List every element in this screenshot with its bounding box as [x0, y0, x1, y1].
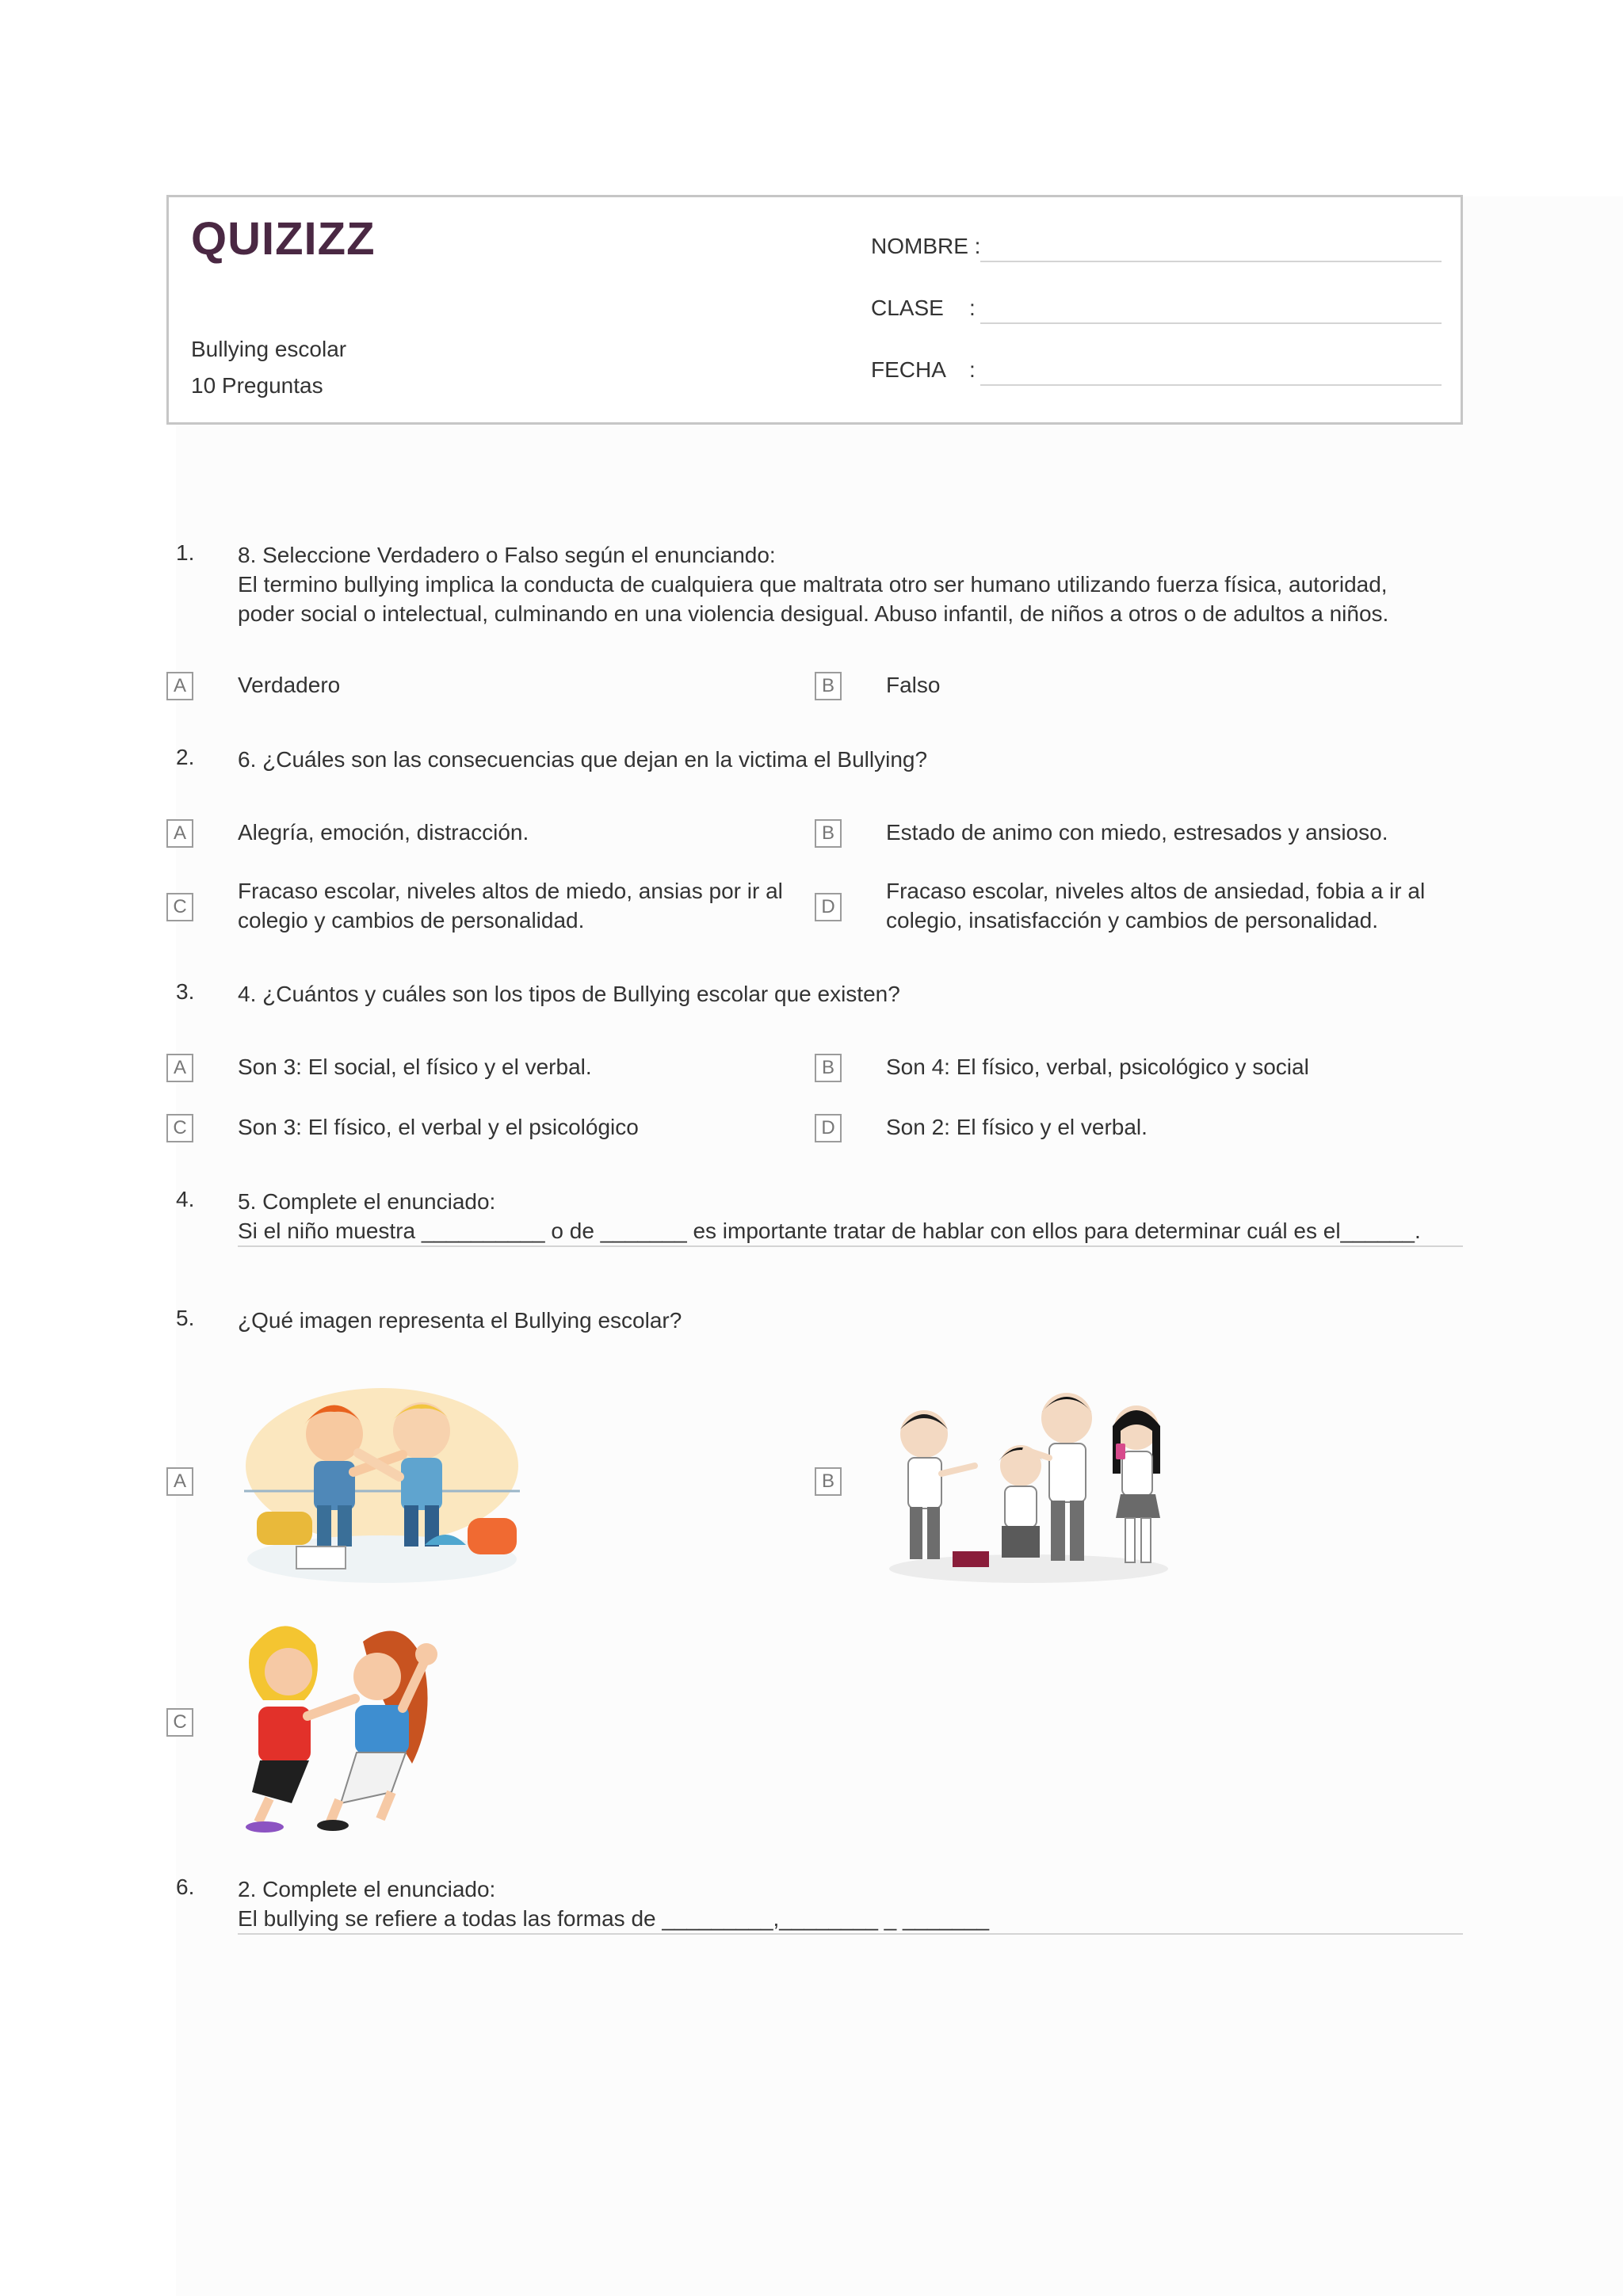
option-text[interactable]: Estado de animo con miedo, estresados y ansioso. [886, 820, 1388, 845]
question-number: 6. [176, 1875, 195, 1899]
option-letter-box[interactable]: A [166, 819, 193, 848]
answer-line[interactable] [238, 1933, 1463, 1935]
answer-line[interactable] [238, 1245, 1463, 1247]
option-image-students-laughing[interactable] [886, 1379, 1174, 1588]
question-number: 2. [176, 745, 195, 769]
date-colon: : [969, 357, 976, 382]
students-laughing-illustration [886, 1379, 1174, 1588]
option-letter-box[interactable]: D [815, 1114, 842, 1142]
option-text[interactable]: Son 3: El social, el físico y el verbal. [238, 1055, 592, 1079]
option-letter-box[interactable]: B [815, 1467, 842, 1496]
question-4-text [238, 1187, 1458, 1245]
question-3-text: 4. ¿Cuántos y cuáles son los tipos de Bullying escolar que existen? [238, 982, 900, 1006]
question-1-line-2: El termino bullying implica la conducta de cualquiera que maltrata otro ser humano utilizando fuerza física, autoridad, [238, 572, 1388, 597]
class-label: CLASE [871, 296, 944, 320]
quizizz-logo [191, 213, 376, 279]
option-letter-box[interactable]: C [166, 1708, 193, 1737]
option-line: colegio y cambios de personalidad. [238, 908, 585, 933]
option-text[interactable]: Falso [886, 673, 941, 697]
option-letter-box[interactable]: C [166, 893, 193, 921]
option-letter-box[interactable]: C [166, 1114, 193, 1142]
question-1-line-1: 8. Seleccione Verdadero o Falso según el enunciando: [238, 543, 776, 567]
option-letter-box[interactable]: B [815, 819, 842, 848]
question-1-text [238, 540, 1458, 628]
question-count: 10 Preguntas [191, 373, 323, 398]
question-1-line-3: poder social o intelectual, culminando en una violencia desigual. Abuso infantil, de niños a otros o de adultos a niños. [238, 601, 1389, 626]
option-text[interactable]: Son 4: El físico, verbal, psicológico y social [886, 1055, 1309, 1079]
option-letter-box[interactable]: A [166, 672, 193, 700]
question-6-line-1: 2. Complete el enunciado: [238, 1877, 496, 1901]
question-4-line-1: 5. Complete el enunciado: [238, 1189, 496, 1214]
option-text[interactable] [886, 876, 1441, 935]
option-line: colegio, insatisfacción y cambios de personalidad. [886, 908, 1379, 933]
option-text[interactable]: Son 2: El físico y el verbal. [886, 1115, 1148, 1139]
name-label: NOMBRE : [871, 234, 981, 258]
question-number: 5. [176, 1306, 195, 1330]
option-letter-box[interactable]: A [166, 1467, 193, 1496]
option-letter-box[interactable]: B [815, 1054, 842, 1082]
class-line[interactable] [980, 322, 1442, 324]
quiz-title: Bullying escolar [191, 337, 347, 361]
name-line[interactable] [980, 261, 1442, 262]
option-text[interactable]: Son 3: El físico, el verbal y el psicológico [238, 1115, 639, 1139]
option-image-boys-fighting[interactable] [241, 1379, 523, 1586]
question-5-text: ¿Qué imagen representa el Bullying escolar? [238, 1308, 682, 1333]
date-label: FECHA [871, 357, 946, 382]
question-6-line-2: El bullying se refiere a todas las formas de _________,________ _ _______ [238, 1906, 990, 1931]
quizizz-logo-mark [191, 213, 376, 267]
question-6-text [238, 1875, 1458, 1933]
date-line[interactable] [980, 384, 1442, 386]
class-colon: : [969, 296, 976, 320]
option-text[interactable] [238, 876, 792, 935]
question-number: 4. [176, 1187, 195, 1211]
question-2-text: 6. ¿Cuáles son las consecuencias que dejan en la victima el Bullying? [238, 747, 928, 772]
girls-fighting-illustration [236, 1613, 456, 1833]
option-text[interactable]: Alegría, emoción, distracción. [238, 820, 529, 845]
question-4-line-2: Si el niño muestra __________ o de _______ es importante tratar de hablar con ellos para determinar cuál es el______. [238, 1219, 1421, 1243]
option-line: Fracaso escolar, niveles altos de ansiedad, fobia a ir al [886, 879, 1426, 903]
boys-fighting-illustration [241, 1379, 523, 1586]
option-letter-box[interactable]: D [815, 893, 842, 921]
question-number: 1. [176, 540, 195, 565]
option-letter-box[interactable]: B [815, 672, 842, 700]
option-text[interactable]: Verdadero [238, 673, 341, 697]
svg-text:QUIZIZZ: QUIZIZZ [191, 213, 376, 265]
option-line: Fracaso escolar, niveles altos de miedo, ansias por ir al [238, 879, 783, 903]
option-letter-box[interactable]: A [166, 1054, 193, 1082]
option-image-girls-fighting[interactable] [236, 1613, 456, 1833]
question-number: 3. [176, 979, 195, 1004]
worksheet-header [166, 195, 1463, 425]
